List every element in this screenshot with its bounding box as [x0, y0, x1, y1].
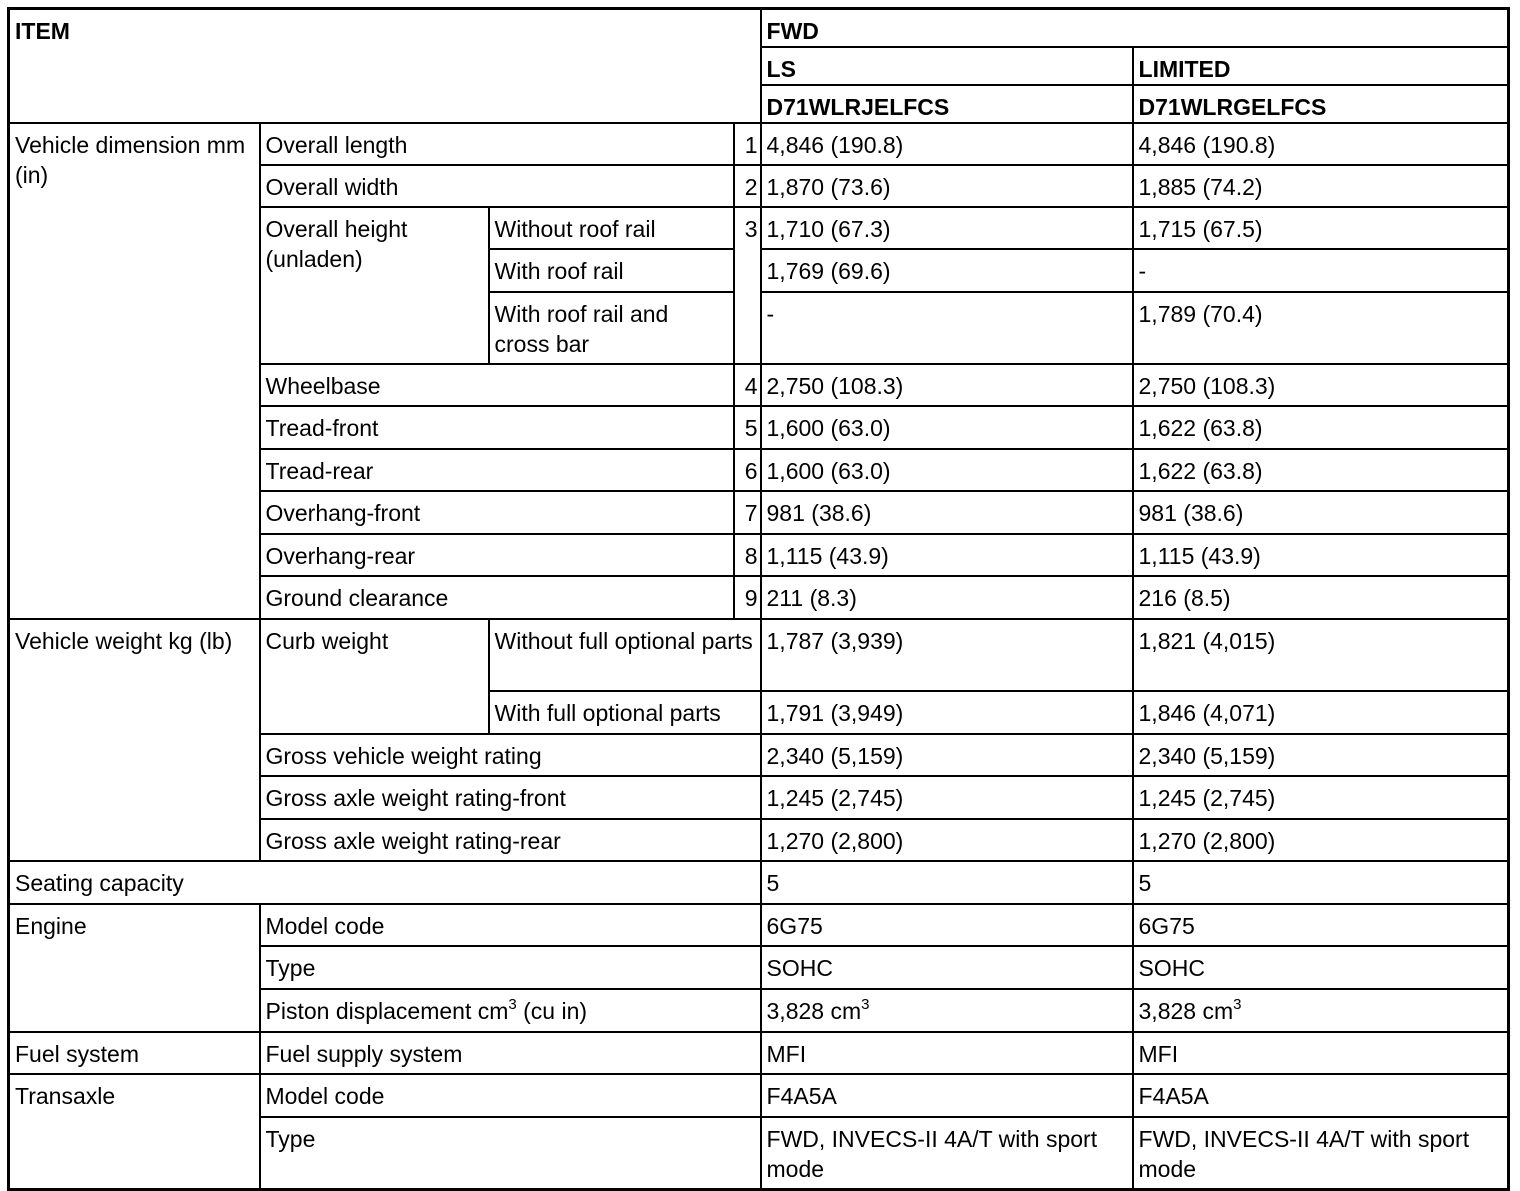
row-label: Overhang-rear [260, 534, 734, 576]
sub-label: With full optional parts [489, 691, 761, 734]
displacement-value-ls: 3,828 cm [766, 998, 862, 1024]
table-row [9, 1074, 1509, 1117]
superscript: 3 [508, 996, 517, 1013]
value-ls: 1,600 (63.0) [761, 406, 1133, 449]
value-limited: 2,340 (5,159) [1133, 734, 1509, 776]
table-row [9, 861, 1509, 904]
value-ls: 1,791 (3,949) [761, 691, 1133, 734]
value-ls: 1,270 (2,800) [761, 819, 1133, 861]
row-label: Tread-rear [260, 449, 734, 491]
value-ls: 1,787 (3,939) [761, 619, 1133, 691]
header-model-ls: D71WLRJELFCS [761, 85, 1133, 123]
value-ls: FWD, INVECS-II 4A/T with sport mode [761, 1117, 1133, 1189]
value-limited: 1,270 (2,800) [1133, 819, 1509, 861]
row-label: Overall length [260, 123, 734, 165]
row-label: Model code [260, 904, 761, 946]
row-label: Ground clearance [260, 576, 734, 619]
row-label [260, 989, 761, 1032]
group-transaxle: Transaxle [9, 1074, 260, 1189]
row-number: 9 [734, 576, 761, 619]
value-limited: 2,750 (108.3) [1133, 364, 1509, 406]
row-label: Seating capacity [9, 861, 761, 904]
value-ls: 981 (38.6) [761, 491, 1133, 534]
displacement-label-post: (cu in) [523, 998, 588, 1024]
value-ls: SOHC [761, 946, 1133, 989]
group-fuel-system: Fuel system [9, 1032, 260, 1074]
sub-label: With roof rail [489, 249, 734, 292]
value-limited: F4A5A [1133, 1074, 1509, 1117]
value-limited: 1,245 (2,745) [1133, 776, 1509, 819]
group-vehicle-dimension: Vehicle dimension mm (in) [9, 123, 260, 619]
header-model-limited: D71WLRGELFCS [1133, 85, 1509, 123]
sub-label: Without full optional parts [489, 619, 761, 691]
value-limited: FWD, INVECS-II 4A/T with sport mode [1133, 1117, 1509, 1189]
value-ls: MFI [761, 1032, 1133, 1074]
row-number: 2 [734, 165, 761, 207]
row-label: Model code [260, 1074, 761, 1117]
table-row [9, 123, 1509, 165]
value-ls: - [761, 292, 1133, 364]
displacement-label-pre: Piston displacement cm [265, 998, 509, 1024]
value-limited: 1,846 (4,071) [1133, 691, 1509, 734]
superscript: 3 [861, 996, 870, 1013]
value-limited: 1,622 (63.8) [1133, 449, 1509, 491]
row-label: Gross axle weight rating-front [260, 776, 761, 819]
value-limited: 6G75 [1133, 904, 1509, 946]
value-limited: 4,846 (190.8) [1133, 123, 1509, 165]
row-label: Type [260, 946, 761, 989]
value-ls: 211 (8.3) [761, 576, 1133, 619]
row-label: Tread-front [260, 406, 734, 449]
row-number: 6 [734, 449, 761, 491]
value-limited: 981 (38.6) [1133, 491, 1509, 534]
row-number: 3 [734, 207, 761, 364]
superscript: 3 [1233, 996, 1242, 1013]
row-label: Curb weight [260, 619, 489, 734]
value-ls: 4,846 (190.8) [761, 123, 1133, 165]
table-row [9, 1032, 1509, 1074]
value-ls: 1,600 (63.0) [761, 449, 1133, 491]
value-limited: 5 [1133, 861, 1509, 904]
row-number: 5 [734, 406, 761, 449]
value-limited: 1,821 (4,015) [1133, 619, 1509, 691]
value-ls: 6G75 [761, 904, 1133, 946]
value-ls: 5 [761, 861, 1133, 904]
row-label: Type [260, 1117, 761, 1189]
value-ls: 1,769 (69.6) [761, 249, 1133, 292]
value-limited: MFI [1133, 1032, 1509, 1074]
displacement-value-limited: 3,828 cm [1138, 998, 1234, 1024]
table-row [9, 619, 1509, 691]
value-ls: 1,245 (2,745) [761, 776, 1133, 819]
group-engine: Engine [9, 904, 260, 1032]
sub-label: Without roof rail [489, 207, 734, 249]
value-ls: 2,340 (5,159) [761, 734, 1133, 776]
row-label: Gross axle weight rating-rear [260, 819, 761, 861]
value-ls: 2,750 (108.3) [761, 364, 1133, 406]
row-number: 8 [734, 534, 761, 576]
row-label: Overall height (unladen) [260, 207, 489, 364]
header-trim-limited: LIMITED [1133, 47, 1509, 85]
group-vehicle-weight: Vehicle weight kg (lb) [9, 619, 260, 861]
value-limited: 1,789 (70.4) [1133, 292, 1509, 364]
value-limited: 1,885 (74.2) [1133, 165, 1509, 207]
specification-table [7, 7, 1510, 1191]
row-label: Wheelbase [260, 364, 734, 406]
value-ls [761, 989, 1133, 1032]
row-label: Overall width [260, 165, 734, 207]
table-row [9, 904, 1509, 946]
value-limited: 1,622 (63.8) [1133, 406, 1509, 449]
value-limited: SOHC [1133, 946, 1509, 989]
value-limited: - [1133, 249, 1509, 292]
value-ls: F4A5A [761, 1074, 1133, 1117]
value-ls: 1,710 (67.3) [761, 207, 1133, 249]
row-number: 1 [734, 123, 761, 165]
value-ls: 1,115 (43.9) [761, 534, 1133, 576]
row-label: Overhang-front [260, 491, 734, 534]
sub-label: With roof rail and cross bar [489, 292, 734, 364]
row-number: 4 [734, 364, 761, 406]
row-number: 7 [734, 491, 761, 534]
row-label: Gross vehicle weight rating [260, 734, 761, 776]
value-ls: 1,870 (73.6) [761, 165, 1133, 207]
value-limited: 216 (8.5) [1133, 576, 1509, 619]
header-drive: FWD [761, 9, 1509, 48]
value-limited [1133, 989, 1509, 1032]
row-label: Fuel supply system [260, 1032, 761, 1074]
value-limited: 1,715 (67.5) [1133, 207, 1509, 249]
header-trim-ls: LS [761, 47, 1133, 85]
value-limited: 1,115 (43.9) [1133, 534, 1509, 576]
header-item: ITEM [9, 9, 761, 124]
